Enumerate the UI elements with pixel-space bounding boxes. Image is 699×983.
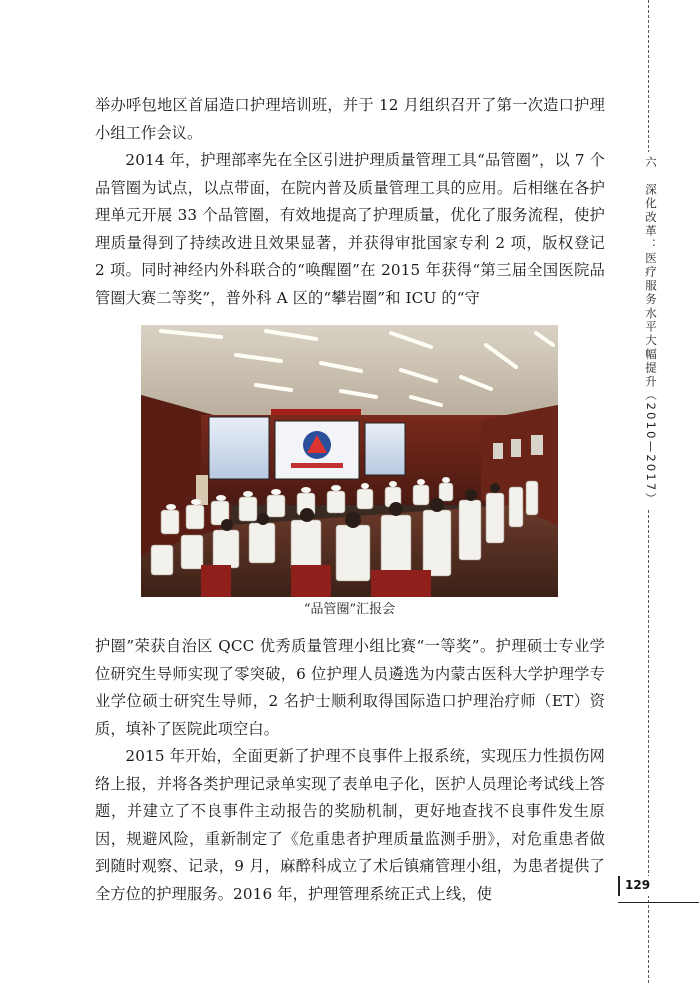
figure-caption: “品管圈”汇报会 [303, 602, 396, 617]
chapter-running-head: 六 深化改革：医疗服务水平大幅提升（2010—2017） [637, 152, 659, 510]
page-number: 129 [625, 878, 651, 892]
paragraph-qcc-2014: 2014 年，护理部率先在全区引进护理质量管理工具“品管圈”，以 7 个品管圈为试点，以点带面，在院内普及质量管理工具的应用。后相继在各护理单元开展 33 个品管圈，有效地提高了护理质量，优化了服务流程，使护理质量得到了持续改进且效果显著，并获得审批国家专利 2 项，版权登记 2 项。同时神经内外科联合的“唤醒圈”在 2015 年获得“第三届全国医院品管圈大赛二等奖”，普外科 A 区的“攀岩圈”和 ICU 的“守 [95, 151, 605, 307]
conference-hall-photo [141, 325, 558, 597]
paragraph-2015-reporting: 2015 年开始，全面更新了护理不良事件上报系统，实现压力性损伤网络上报，并将各类护理记录单实现了表单电子化，医护人员理论考试线上答题，并建立了不良事件主动报告的奖励机制，更好地查找不良事件发生原因，规避风险，重新制定了《危重患者护理质量监测手册》，对危重患者做到随时观察、记录，9 月，麻醉科成立了术后镇痛管理小组，为患者提供了全方位的护理服务。2016 年，护理管理系统正式上线，使 [95, 747, 605, 903]
paragraph-awards: 护圈”荣获自治区 QCC 优秀质量管理小组比赛“一等奖”。护理硕士专业学位研究生导师实现了零突破，6 位护理人员遴选为内蒙古医科大学护理学专业学位硕士研究生导师，2 名护士顺利取得国际造口护理治疗师（ET）资质，填补了医院此项空白。 [95, 637, 605, 738]
page-number-rule [618, 902, 699, 903]
paragraph-continued: 举办呼包地区首届造口护理培训班，并于 12 月组织召开了第一次造口护理小组工作会议。 [95, 96, 605, 142]
